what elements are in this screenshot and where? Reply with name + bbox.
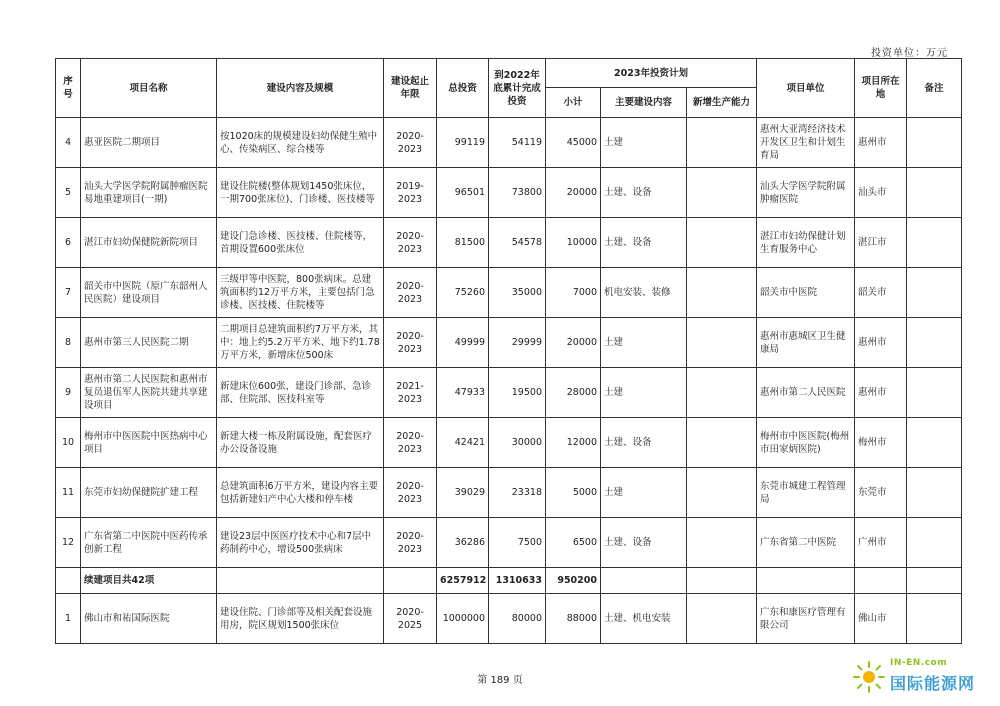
cell-unit: 梅州市中医医院(梅州市田家炳医院) (757, 418, 855, 468)
cell-main-content: 土建 (601, 118, 687, 168)
cell-name: 惠亚医院二期项目 (81, 118, 217, 168)
cell-no: 5 (56, 168, 81, 218)
table-row (56, 268, 962, 318)
cell-total: 39029 (437, 468, 489, 518)
cell-main-content: 土建、设备 (601, 518, 687, 568)
cell-unit: 惠州大亚湾经济技术开发区卫生和计划生育局 (757, 118, 855, 168)
cell-subtotal: 6500 (546, 518, 601, 568)
table-row (56, 368, 962, 418)
cell-new-capacity (687, 168, 757, 218)
header-location: 项目所在地 (855, 59, 907, 118)
cell-content: 三级甲等中医院，800张病床。总建筑面积约12万平方米，主要包括门急诊楼、医技楼、住院楼等 (217, 268, 384, 318)
table-row (56, 218, 962, 268)
cell-unit (757, 568, 855, 594)
cell-new-capacity (687, 368, 757, 418)
cell-main-content: 土建、设备 (601, 168, 687, 218)
cell-content: 二期项目总建筑面积约7万平方米，其中：地上约5.2万平方米、地下约1.78万平方米，新增床位500床 (217, 318, 384, 368)
cell-content: 建设门急诊楼、医技楼、住院楼等，首期设置600张床位 (217, 218, 384, 268)
cell-subtotal: 88000 (546, 594, 601, 644)
cell-remark (907, 218, 962, 268)
cell-subtotal: 20000 (546, 318, 601, 368)
cell-remark (907, 518, 962, 568)
cell-total: 75260 (437, 268, 489, 318)
header-years: 建设起止年限 (384, 59, 437, 118)
cell-name: 惠州市第二人民医院和惠州市复员退伍军人医院共建共享建设项目 (81, 368, 217, 418)
cell-years: 2019-2023 (384, 168, 437, 218)
cell-no: 7 (56, 268, 81, 318)
cell-remark (907, 568, 962, 594)
cell-total: 47933 (437, 368, 489, 418)
table-row (56, 118, 962, 168)
cell-total: 96501 (437, 168, 489, 218)
cell-location: 惠州市 (855, 318, 907, 368)
table-row (56, 318, 962, 368)
cell-subtotal: 45000 (546, 118, 601, 168)
cell-content: 新建床位600张，建设门诊部、急诊部、住院部、医技科室等 (217, 368, 384, 418)
cell-remark (907, 318, 962, 368)
cell-unit: 东莞市城建工程管理局 (757, 468, 855, 518)
cell-subtotal: 10000 (546, 218, 601, 268)
cell-remark (907, 118, 962, 168)
cell-main-content: 土建、机电安装 (601, 594, 687, 644)
summary-subtotal: 950200 (546, 568, 601, 594)
sun-logo-icon (852, 660, 886, 694)
cell-unit: 惠州市第二人民医院 (757, 368, 855, 418)
cell-no: 11 (56, 468, 81, 518)
cell-name: 汕头大学医学院附属肿瘤医院易地重建项目(一期) (81, 168, 217, 218)
cell-years: 2020-2023 (384, 268, 437, 318)
cell-new-capacity (687, 418, 757, 468)
cell-unit: 广东和康医疗管理有限公司 (757, 594, 855, 644)
summary-label: 续建项目共42项 (81, 568, 217, 594)
table-row (56, 418, 962, 468)
cell-years: 2021-2023 (384, 368, 437, 418)
header-content: 建设内容及规模 (217, 59, 384, 118)
cell-location: 汕头市 (855, 168, 907, 218)
cell-subtotal: 20000 (546, 168, 601, 218)
header-done-2022: 到2022年底累计完成投资 (489, 59, 546, 118)
header-new-capacity: 新增生产能力 (687, 88, 757, 118)
cell-total: 36286 (437, 518, 489, 568)
watermark-site: IN-EN.com (890, 658, 948, 668)
cell-content: 总建筑面积6万平方米，建设内容主要包括新建妇产中心大楼和停车楼 (217, 468, 384, 518)
investment-table (55, 58, 962, 644)
header-subtotal: 小计 (546, 88, 601, 118)
header-plan-2023: 2023年投资计划 (546, 59, 757, 88)
cell-remark (907, 368, 962, 418)
header-total: 总投资 (437, 59, 489, 118)
cell-years: 2020-2023 (384, 518, 437, 568)
cell-main-content: 土建 (601, 468, 687, 518)
table-row (56, 594, 962, 644)
cell-unit: 韶关市中医院 (757, 268, 855, 318)
cell-name: 惠州市第三人民医院二期 (81, 318, 217, 368)
cell-done: 30000 (489, 418, 546, 468)
cell-remark (907, 168, 962, 218)
cell-main-content: 土建 (601, 368, 687, 418)
cell-total: 99119 (437, 118, 489, 168)
header-no: 序号 (56, 59, 81, 118)
cell-name: 韶关市中医院（原广东韶州人民医院）建设项目 (81, 268, 217, 318)
unit-note: 投资单位：万元 (871, 48, 948, 59)
cell-main-content: 土建、设备 (601, 218, 687, 268)
cell-subtotal: 12000 (546, 418, 601, 468)
cell-done: 7500 (489, 518, 546, 568)
cell-years: 2020-2025 (384, 594, 437, 644)
cell-years: 2020-2023 (384, 118, 437, 168)
cell-remark (907, 268, 962, 318)
cell-remark (907, 418, 962, 468)
cell-main-content (601, 568, 687, 594)
cell-years (384, 568, 437, 594)
cell-location: 惠州市 (855, 368, 907, 418)
cell-done: 29999 (489, 318, 546, 368)
cell-remark (907, 468, 962, 518)
summary-total: 6257912 (437, 568, 489, 594)
cell-years: 2020-2023 (384, 468, 437, 518)
cell-location: 东莞市 (855, 468, 907, 518)
cell-years: 2020-2023 (384, 418, 437, 468)
cell-content: 新建大楼一栋及附属设施，配套医疗办公设备设施 (217, 418, 384, 468)
cell-done: 23318 (489, 468, 546, 518)
cell-main-content: 土建 (601, 318, 687, 368)
cell-years: 2020-2023 (384, 318, 437, 368)
table-row (56, 468, 962, 518)
cell-total: 1000000 (437, 594, 489, 644)
header-name: 项目名称 (81, 59, 217, 118)
cell-unit: 汕头大学医学院附属肿瘤医院 (757, 168, 855, 218)
cell-new-capacity (687, 594, 757, 644)
cell-done: 19500 (489, 368, 546, 418)
cell-done: 73800 (489, 168, 546, 218)
header-unit: 项目单位 (757, 59, 855, 118)
cell-main-content: 机电安装、装修 (601, 268, 687, 318)
cell-no: 9 (56, 368, 81, 418)
cell-location: 佛山市 (855, 594, 907, 644)
cell-new-capacity (687, 568, 757, 594)
cell-new-capacity (687, 518, 757, 568)
table-row (56, 168, 962, 218)
cell-no: 10 (56, 418, 81, 468)
cell-no: 8 (56, 318, 81, 368)
cell-no: 12 (56, 518, 81, 568)
cell-new-capacity (687, 218, 757, 268)
cell-subtotal: 7000 (546, 268, 601, 318)
cell-content: 建设住院楼(整体规划1450张床位，一期700张床位)、门诊楼、医技楼等 (217, 168, 384, 218)
cell-new-capacity (687, 268, 757, 318)
cell-location: 惠州市 (855, 118, 907, 168)
cell-name: 佛山市和祐国际医院 (81, 594, 217, 644)
cell-location (855, 568, 907, 594)
cell-years: 2020-2023 (384, 218, 437, 268)
cell-done: 54119 (489, 118, 546, 168)
cell-subtotal: 5000 (546, 468, 601, 518)
cell-done: 35000 (489, 268, 546, 318)
cell-no: 1 (56, 594, 81, 644)
cell-content: 建设住院、门诊部等及相关配套设施用房，院区规划1500张床位 (217, 594, 384, 644)
page-number: 第 189 页 (477, 675, 523, 686)
header-main-content: 主要建设内容 (601, 88, 687, 118)
cell-no (56, 568, 81, 594)
cell-remark (907, 594, 962, 644)
cell-name: 湛江市妇幼保健院新院项目 (81, 218, 217, 268)
cell-main-content: 土建、设备 (601, 418, 687, 468)
cell-subtotal: 28000 (546, 368, 601, 418)
cell-location: 广州市 (855, 518, 907, 568)
cell-unit: 惠州市惠城区卫生健康局 (757, 318, 855, 368)
cell-total: 81500 (437, 218, 489, 268)
cell-unit: 湛江市妇幼保健计划生育服务中心 (757, 218, 855, 268)
cell-done: 80000 (489, 594, 546, 644)
summary-row (56, 568, 962, 594)
cell-content: 按1020床的规模建设妇幼保健生殖中心、传染病区、综合楼等 (217, 118, 384, 168)
cell-new-capacity (687, 118, 757, 168)
cell-no: 4 (56, 118, 81, 168)
cell-location: 韶关市 (855, 268, 907, 318)
cell-new-capacity (687, 318, 757, 368)
watermark (852, 658, 992, 698)
cell-done: 54578 (489, 218, 546, 268)
cell-total: 42421 (437, 418, 489, 468)
cell-name: 梅州市中医医院中医热病中心项目 (81, 418, 217, 468)
cell-total: 49999 (437, 318, 489, 368)
cell-name: 广东省第二中医院中医药传承创新工程 (81, 518, 217, 568)
cell-new-capacity (687, 468, 757, 518)
cell-name: 东莞市妇幼保健院扩建工程 (81, 468, 217, 518)
cell-location: 梅州市 (855, 418, 907, 468)
watermark-name: 国际能源网 (890, 674, 976, 693)
header-remark: 备注 (907, 59, 962, 118)
cell-unit: 广东省第二中医院 (757, 518, 855, 568)
cell-content (217, 568, 384, 594)
cell-no: 6 (56, 218, 81, 268)
cell-location: 湛江市 (855, 218, 907, 268)
summary-done: 1310633 (489, 568, 546, 594)
table-row (56, 518, 962, 568)
cell-content: 建设23层中医医疗技术中心和7层中药制药中心，增设500张病床 (217, 518, 384, 568)
